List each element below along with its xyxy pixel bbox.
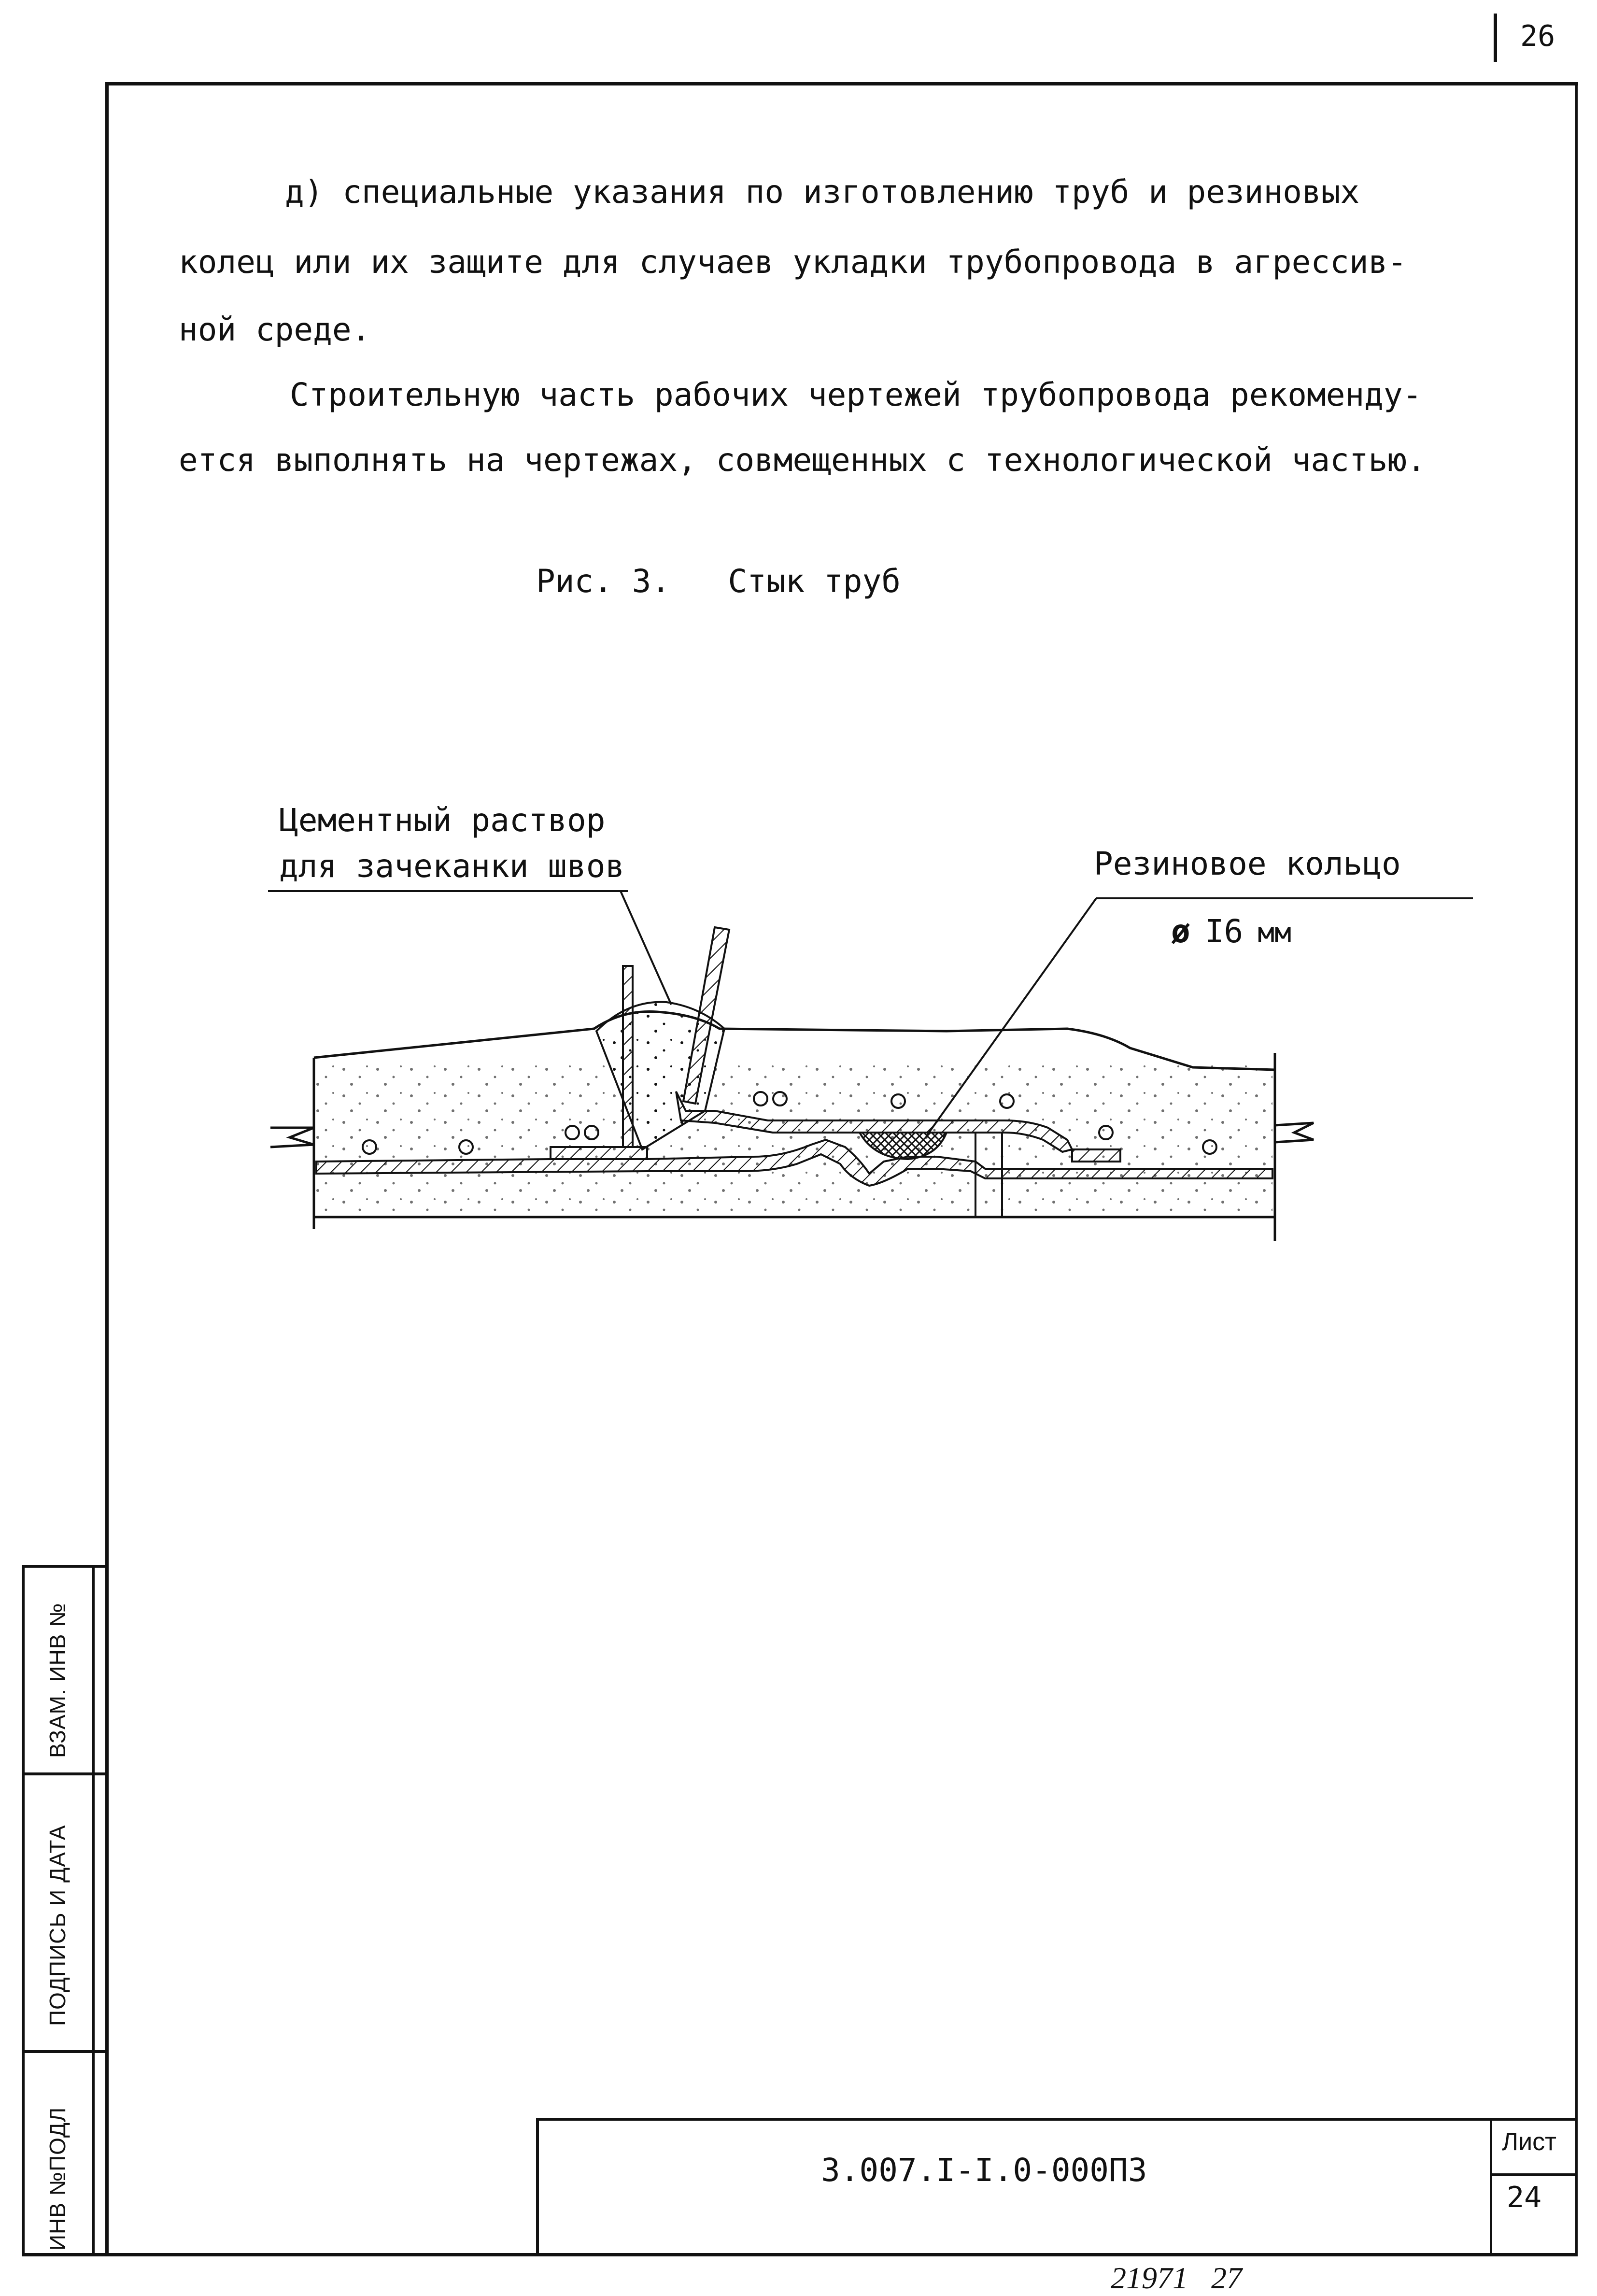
side-stamp-divider [22,1565,108,1568]
diameter-unit: мм [1258,916,1292,949]
side-stamp-divider [22,2050,108,2053]
diameter-symbol: ø [1171,913,1190,950]
sheet-label: Лист [1502,2128,1556,2156]
concrete-texture [316,1063,1272,1212]
label-rubber-ring: Резиновое кольцо [1094,845,1401,882]
diameter-value: I6 [1204,913,1244,950]
body-paragraph-line: колец или их защите для случаев укладки трубопровода в агрессив- [179,243,1407,281]
body-paragraph-line: ной среде. [179,311,371,348]
side-stamp-divider [22,1772,108,1775]
steel-collar-left [551,1147,647,1159]
figure-caption-title: Стык труб [728,563,901,600]
title-block-right-border [1490,2118,1492,2255]
side-stamp-inv-original: ИНВ №ПОДЛ [45,2107,70,2251]
sheet-number: 24 [1507,2181,1542,2214]
side-stamp-signature-date: ПОДПИСЬ И ДАТА [45,1825,70,2026]
rebar-tab-left [623,966,633,1147]
page-number: 26 [1520,19,1555,53]
frame-bottom-border [22,2253,1578,2256]
title-block-left-border [536,2118,539,2255]
figure-caption-number: Рис. 3. [536,563,671,600]
handwritten-archive-number: 21971 27 [1111,2261,1242,2295]
side-stamp-outer-line [22,1565,25,2255]
document-code: 3.007.I-I.0-000ПЗ [821,2152,1147,2189]
body-paragraph-line: д) специальные указания по изготовлению труб и резиновых [285,173,1360,211]
steel-collar-right [1072,1149,1120,1162]
body-paragraph-line: Строительную часть рабочих чертежей трубопровода рекоменду- [290,376,1422,413]
label-cement-mortar-purpose: для зачеканки швов [279,848,625,885]
title-block-top-border [536,2118,1578,2121]
label-cement-mortar: Цементный раствор [279,802,606,839]
side-stamp-inner-line [92,1565,95,2255]
title-block-sheet-divider [1490,2173,1578,2176]
side-stamp-vzam-inv: ВЗАМ. ИНВ № [45,1602,70,1758]
body-paragraph-line: ется выполнять на чертежах, совмещенных с технологической частью. [179,441,1426,479]
